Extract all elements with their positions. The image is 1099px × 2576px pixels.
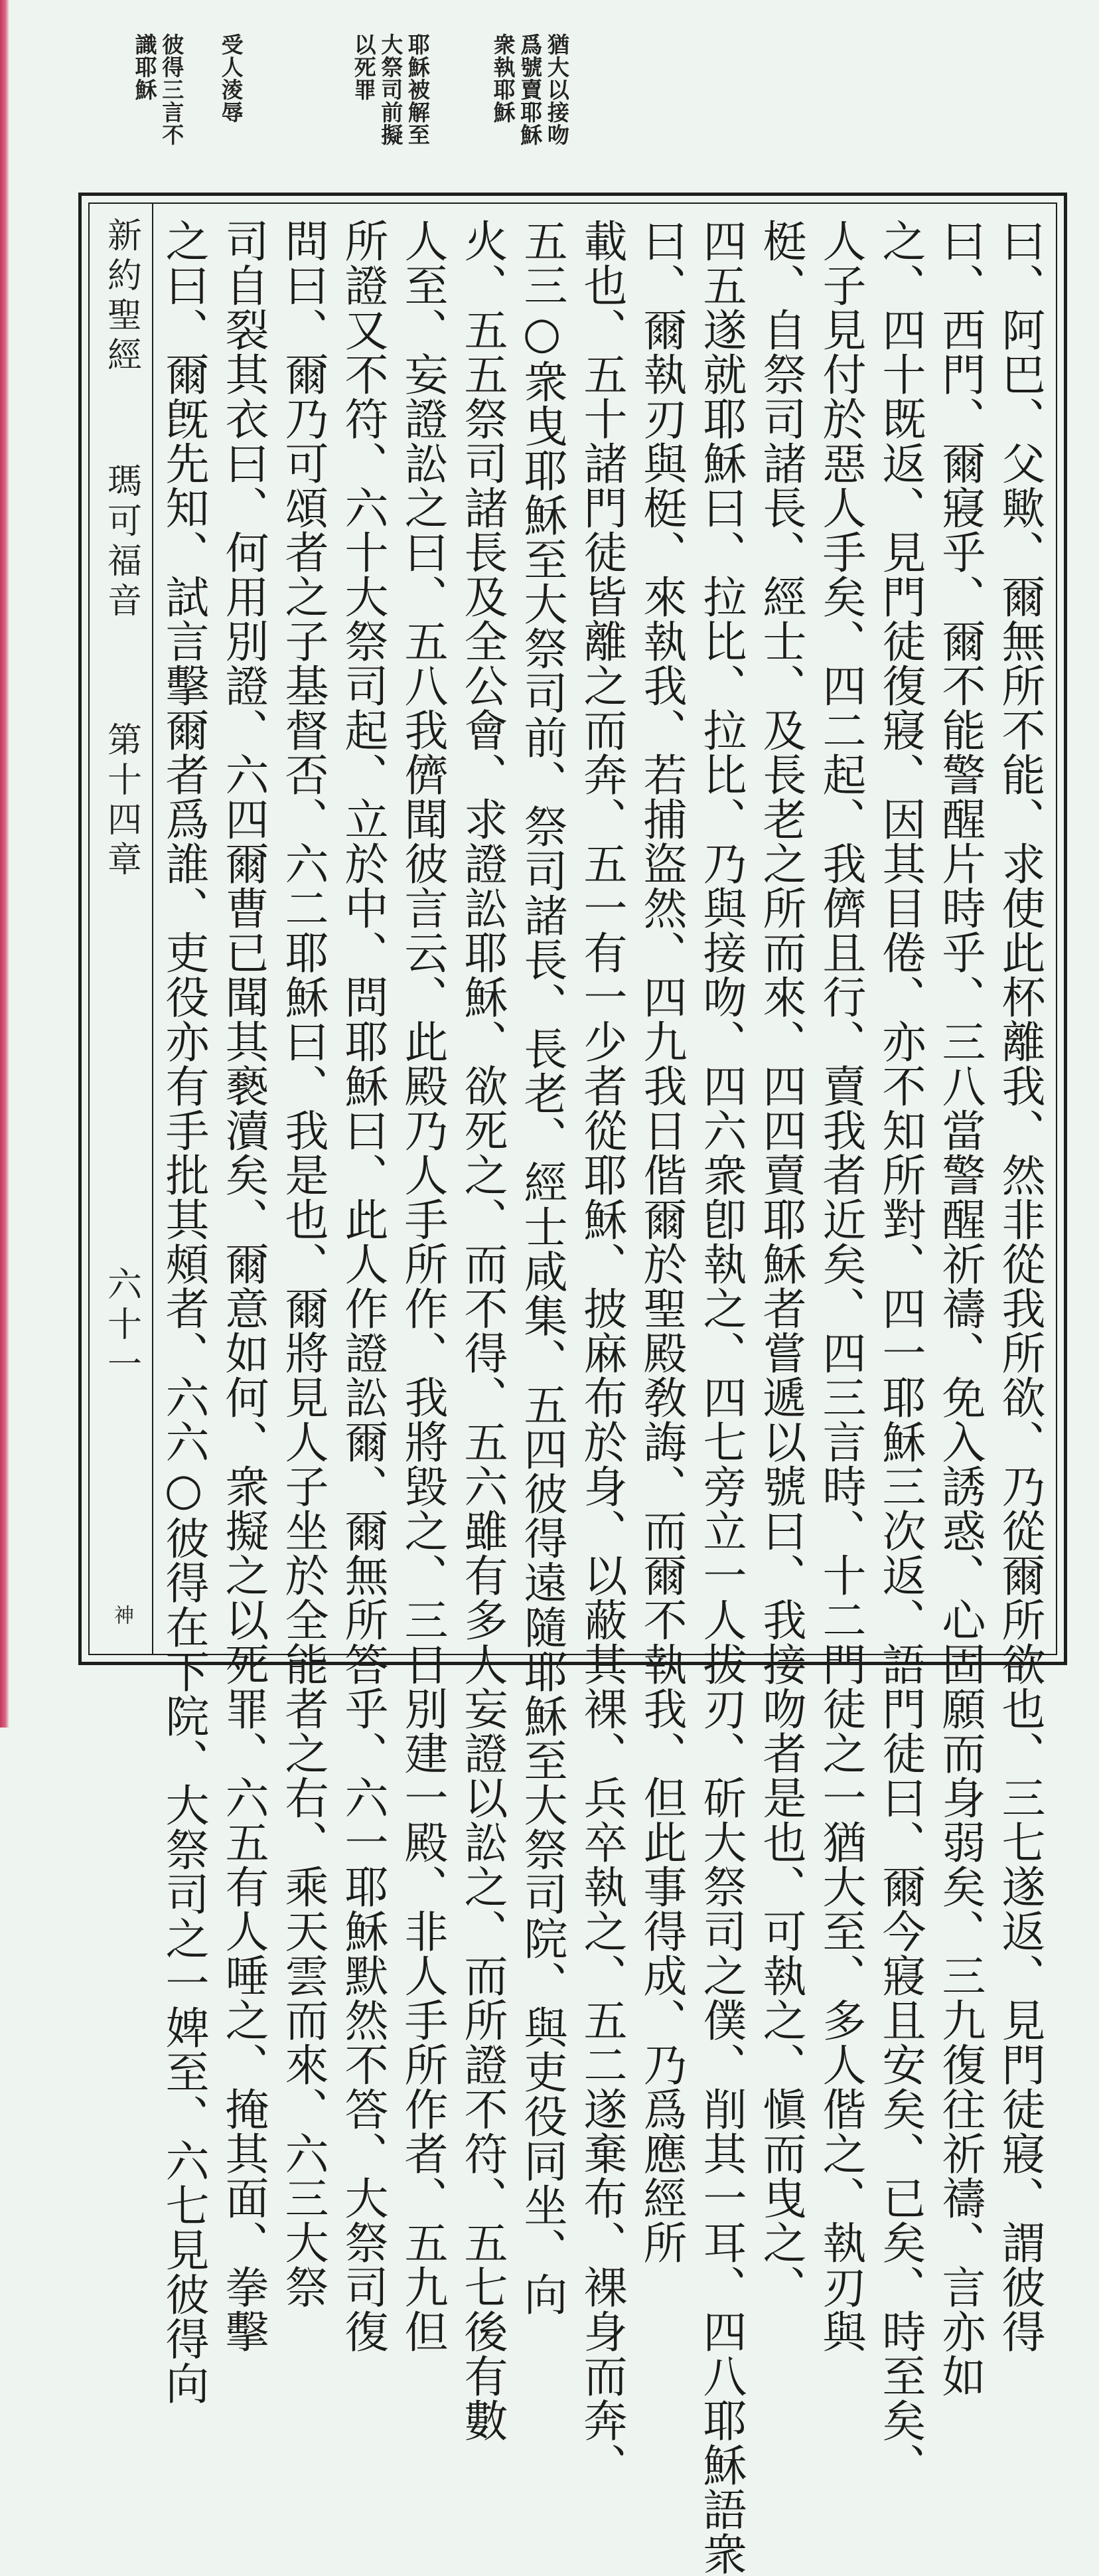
page-number: 六十一 <box>101 1266 141 1386</box>
text-column: 人子見付於惡人手矣、四二起、我儕且行、賣我者近矣、四三言時、十二門徒之一猶大至、多人偕之、執刃與 <box>815 218 866 2354</box>
text-column: 人至、妄證訟之曰、五八我儕聞彼言云、此殿乃人手所作、我將毀之、三日別建一殿、非人手所作者、五九但 <box>397 218 448 2354</box>
headnote-line: 大祭司前擬 <box>378 33 404 146</box>
book-title: 新約聖經 <box>101 217 141 376</box>
headnote-line: 爲號賣耶穌 <box>517 33 544 146</box>
gospel-name: 瑪可福音 <box>101 463 141 622</box>
text-column: 問曰、爾乃可頌者之子基督否、六二耶穌曰、我是也、爾將見人子坐於全能者之右、乘天雲而來、六三大祭 <box>277 218 329 2309</box>
headnote-line: 衆執耶穌 <box>490 33 516 123</box>
headnote-line: 猶大以接吻 <box>544 33 570 146</box>
headnote-line: 以死罪 <box>350 33 377 101</box>
text-column: 曰、阿巴、父歟、爾無所不能、求使此杯離我、然非從我所欲、乃從爾所欲也、三七遂返、見門徒寢、謂彼得 <box>994 218 1045 2354</box>
book-title-cell <box>90 217 153 376</box>
text-column: 梃、自祭司諸長、經士、及長老之所而來、四四賣耶穌者嘗遞以號曰、我接吻者是也、可執之、愼而曳之、 <box>755 218 806 2309</box>
footer-mark: 神 <box>110 1605 133 1630</box>
text-column: 司自裂其衣曰、何用別證、六四爾曹已聞其褻瀆矣、爾意如何、衆擬之以死罪、六五有人唾之、掩其面、拳擊 <box>218 218 269 2354</box>
scripture-body <box>158 218 1045 2576</box>
chapter-cell <box>90 722 153 881</box>
page-number-cell <box>90 1266 153 1386</box>
footer-mark-cell <box>90 1605 153 1630</box>
headnote-line: 受人淩辱 <box>218 33 244 123</box>
side-band <box>90 204 153 1654</box>
headnotes <box>119 33 571 193</box>
headnote-line: 識耶穌 <box>131 33 158 101</box>
headnote-insulted <box>219 33 242 123</box>
text-column: 曰、爾執刃與梃、來執我、若捕盜然、四九我日偕爾於聖殿敎誨、而爾不執我、但此事得成、乃爲應經所 <box>636 218 687 2265</box>
gospel-name-cell <box>90 463 153 622</box>
text-column: 之、四十既返、見門徒復寢、因其目倦、亦不知所對、四一耶穌三次返、語門徒曰、爾今寢且安矣、已矣、時至矣、 <box>875 218 926 2487</box>
text-column: 五三○衆曳耶穌至大祭司前、祭司諸長、長老、經士咸集、五四彼得遠隨耶穌至大祭司院、與吏役同坐、向 <box>516 218 567 2316</box>
text-column: 載也、五十諸門徒皆離之而奔、五一有一少者從耶穌、披麻布於身、以蔽其裸、兵卒執之、五二遂棄布、裸身而奔、 <box>576 218 627 2487</box>
text-column: 四五遂就耶穌曰、拉比、拉比、乃與接吻、四六衆卽執之、四七旁立一人拔刃、斫大祭司之僕、削其一耳、四八耶穌語衆 <box>696 218 747 2576</box>
text-column: 曰、西門、爾寢乎、爾不能警醒片時乎、三八當警醒祈禱、免入誘惑、心固願而身弱矣、三九復往祈禱、言亦如 <box>934 218 986 2398</box>
headnote-judas-kiss <box>491 33 568 146</box>
headnote-before-high-priest <box>352 33 429 146</box>
text-frame-inner <box>88 202 1057 2576</box>
chapter-label: 第十四章 <box>101 722 141 881</box>
headnote-peter-denial <box>133 33 183 146</box>
headnote-line: 耶穌被解至 <box>404 33 431 146</box>
text-frame <box>78 193 1067 2576</box>
headnote-line: 彼得三言不 <box>159 33 185 146</box>
page-edge <box>0 0 9 1728</box>
text-column: 火、五五祭司諸長及全公會、求證訟耶穌、欲死之、而不得、五六雖有多人妄證以訟之、而所證不符、五七後有數 <box>457 218 508 2443</box>
text-column: 所證又不符、六十大祭司起、立於中、問耶穌曰、此人作證訟爾、爾無所答乎、六一耶穌默然不答、大祭司復 <box>337 218 388 2354</box>
text-column: 之曰、爾旣先知、試言擊爾者爲誰、吏役亦有手批其頰者、六六○彼得在下院、大祭司之一婢至、六七見彼得向 <box>158 218 209 2405</box>
